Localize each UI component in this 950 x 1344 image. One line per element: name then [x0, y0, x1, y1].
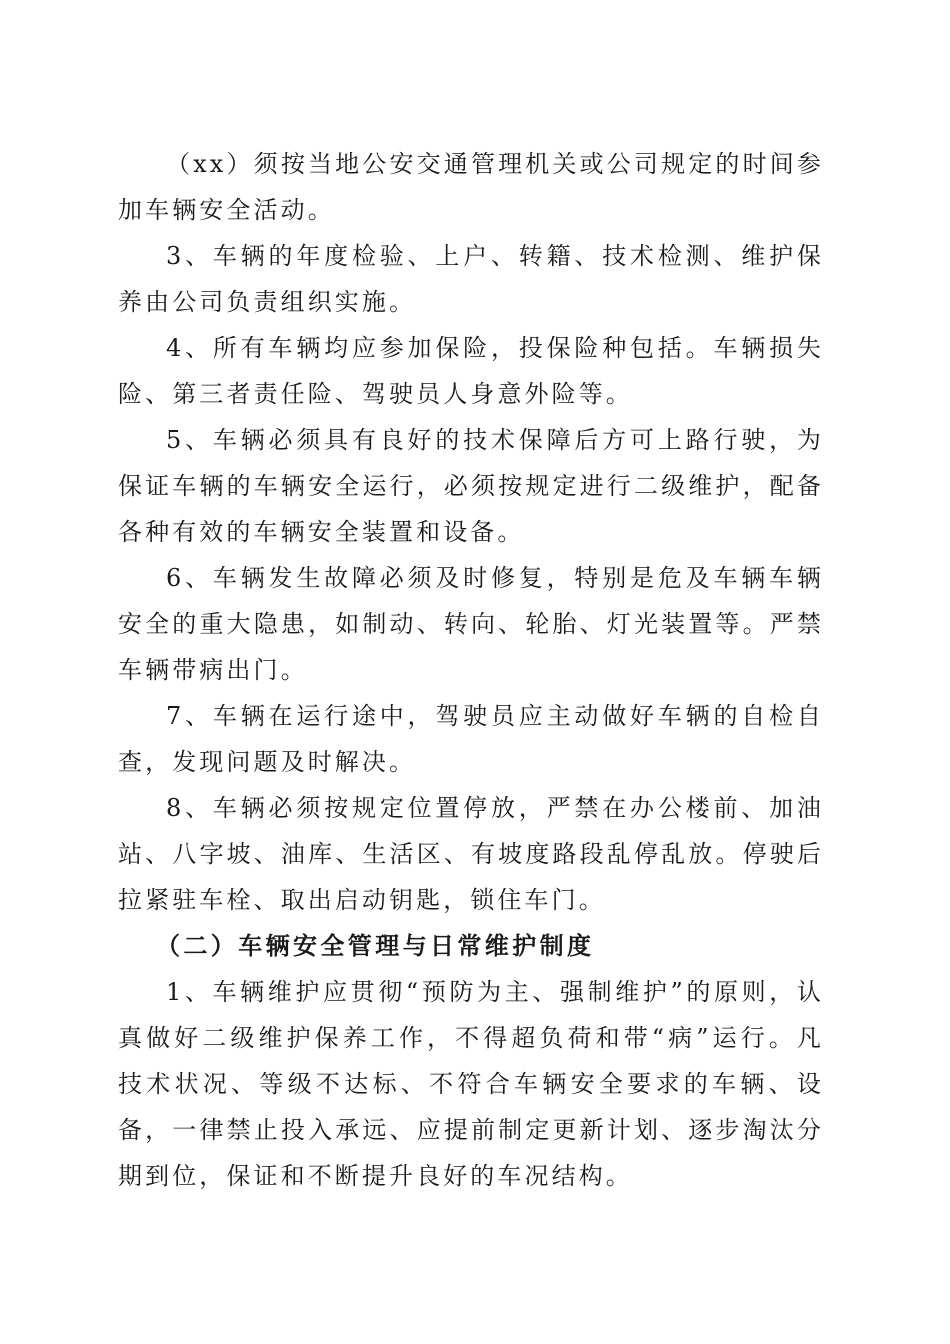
- paragraph-item-7: 7、车辆在运行途中，驾驶员应主动做好车辆的自检自查，发现问题及时解决。: [118, 702, 824, 776]
- paragraph-item-5: 5、车辆必须具有良好的技术保障后方可上路行驶，为保证车辆的车辆安全运行，必须按规定进行二级维护，配备各种有效的车辆安全装置和设备。: [118, 426, 824, 546]
- section-heading: （二）车辆安全管理与日常维护制度: [156, 931, 595, 960]
- paragraph-item-8: 8、车辆必须按规定位置停放，严禁在办公楼前、加油站、八字坡、油库、生活区、有坡度路段乱停乱放。停驶后拉紧驻车栓、取出启动钥匙，锁住车门。: [118, 794, 824, 914]
- paragraph-item-3: 3、车辆的年度检验、上户、转籍、技术检测、维护保养由公司负责组织实施。: [118, 242, 824, 316]
- paragraph-activity: （xx）须按当地公安交通管理机关或公司规定的时间参加车辆安全活动。: [118, 150, 824, 224]
- document-body: [118, 141, 824, 1199]
- paragraph-item-4: 4、所有车辆均应参加保险，投保险种包括。车辆损失险、第三者责任险、驾驶员人身意外险等。: [118, 334, 824, 408]
- paragraph-section-item-1: 1、车辆维护应贯彻“预防为主、强制维护”的原则，认真做好二级维护保养工作，不得超负荷和带“病”运行。凡技术状况、等级不达标、不符合车辆安全要求的车辆、设备，一律禁止投入承远、应提前制定更新计划、逐步淘汰分期到位，保证和不断提升良好的车况结构。: [118, 978, 824, 1190]
- paragraph-item-6: 6、车辆发生故障必须及时修复，特别是危及车辆车辆安全的重大隐患，如制动、转向、轮胎、灯光装置等。严禁车辆带病出门。: [118, 564, 824, 684]
